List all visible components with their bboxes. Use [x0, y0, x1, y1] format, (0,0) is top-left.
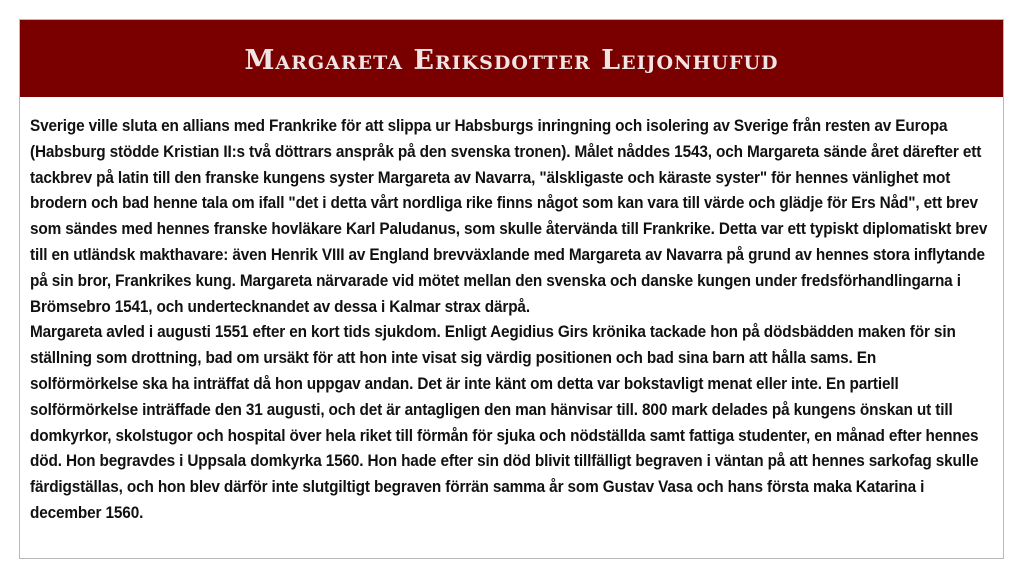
slide-title: Margareta Eriksdotter Leijonhufud — [244, 45, 779, 76]
slide-frame — [19, 19, 1004, 559]
title-bar — [20, 20, 1003, 97]
slide-body — [30, 114, 988, 527]
body-paragraph-2: Margareta avled i augusti 1551 efter en kort tids sjukdom. Enligt Aegidius Girs krönika tackade hon på dödsbädden maken för sin ställning som drottning, bad om ursäkt för att hon inte visat sig värdig positionen och bad sina barn att hålla sams. En solförmörkelse ska ha inträffat då hon uppgav andan. Det är inte känt om detta var bokstavligt menat eller inte. En partiell solförmörkelse inträffade den 31 augusti, och det är antagligen den man hänvisar till. 800 mark delades på kungens önskan ut till domkyrkor, skolstugor och hospital över hela riket till förmån för sjuka och nödställda samt fattiga studenter, en månad efter hennes död. Hon begravdes i Uppsala domkyrka 1560. Hon hade efter sin död blivit tillfälligt begraven i väntan på att hennes sarkofag skulle färdigställas, och hon blev därför inte slutgiltigt begraven förrän samma år som Gustav Vasa och hans första maka Katarina i december 1560. — [30, 323, 979, 522]
body-paragraph-1: Sverige ville sluta en allians med Frankrike för att slippa ur Habsburgs inringning och isolering av Sverige från resten av Europa (Habsburg stödde Kristian II:s två döttrars anspråk på den svenska tronen). Målet nåddes 1543, och Margareta sände året därefter ett tackbrev på latin till den franske kungens syster Margareta av Navarra, "älskligaste och käraste syster" för hennes vänlighet mot brodern och bad henne tala om ifall "det i detta vårt nordliga rike finns något som kan vara till värde och glädje för Ers Nåd", ett brev som sändes med hennes franske hovläkare Karl Paludanus, som skulle återvända till Frankrike. Detta var ett typiskt diplomatiskt brev till en utländsk makthavare: även Henrik VIII av England brevväxlande med Margareta av Navarra på grund av hennes stora inflytande på sin bror, Frankrikes kung. Margareta närvarade vid mötet mellan den svenska och danske kungen under fredsförhandlingarna i Brömsebro 1541, och undertecknandet av dessa i Kalmar strax därpå. — [30, 117, 988, 316]
